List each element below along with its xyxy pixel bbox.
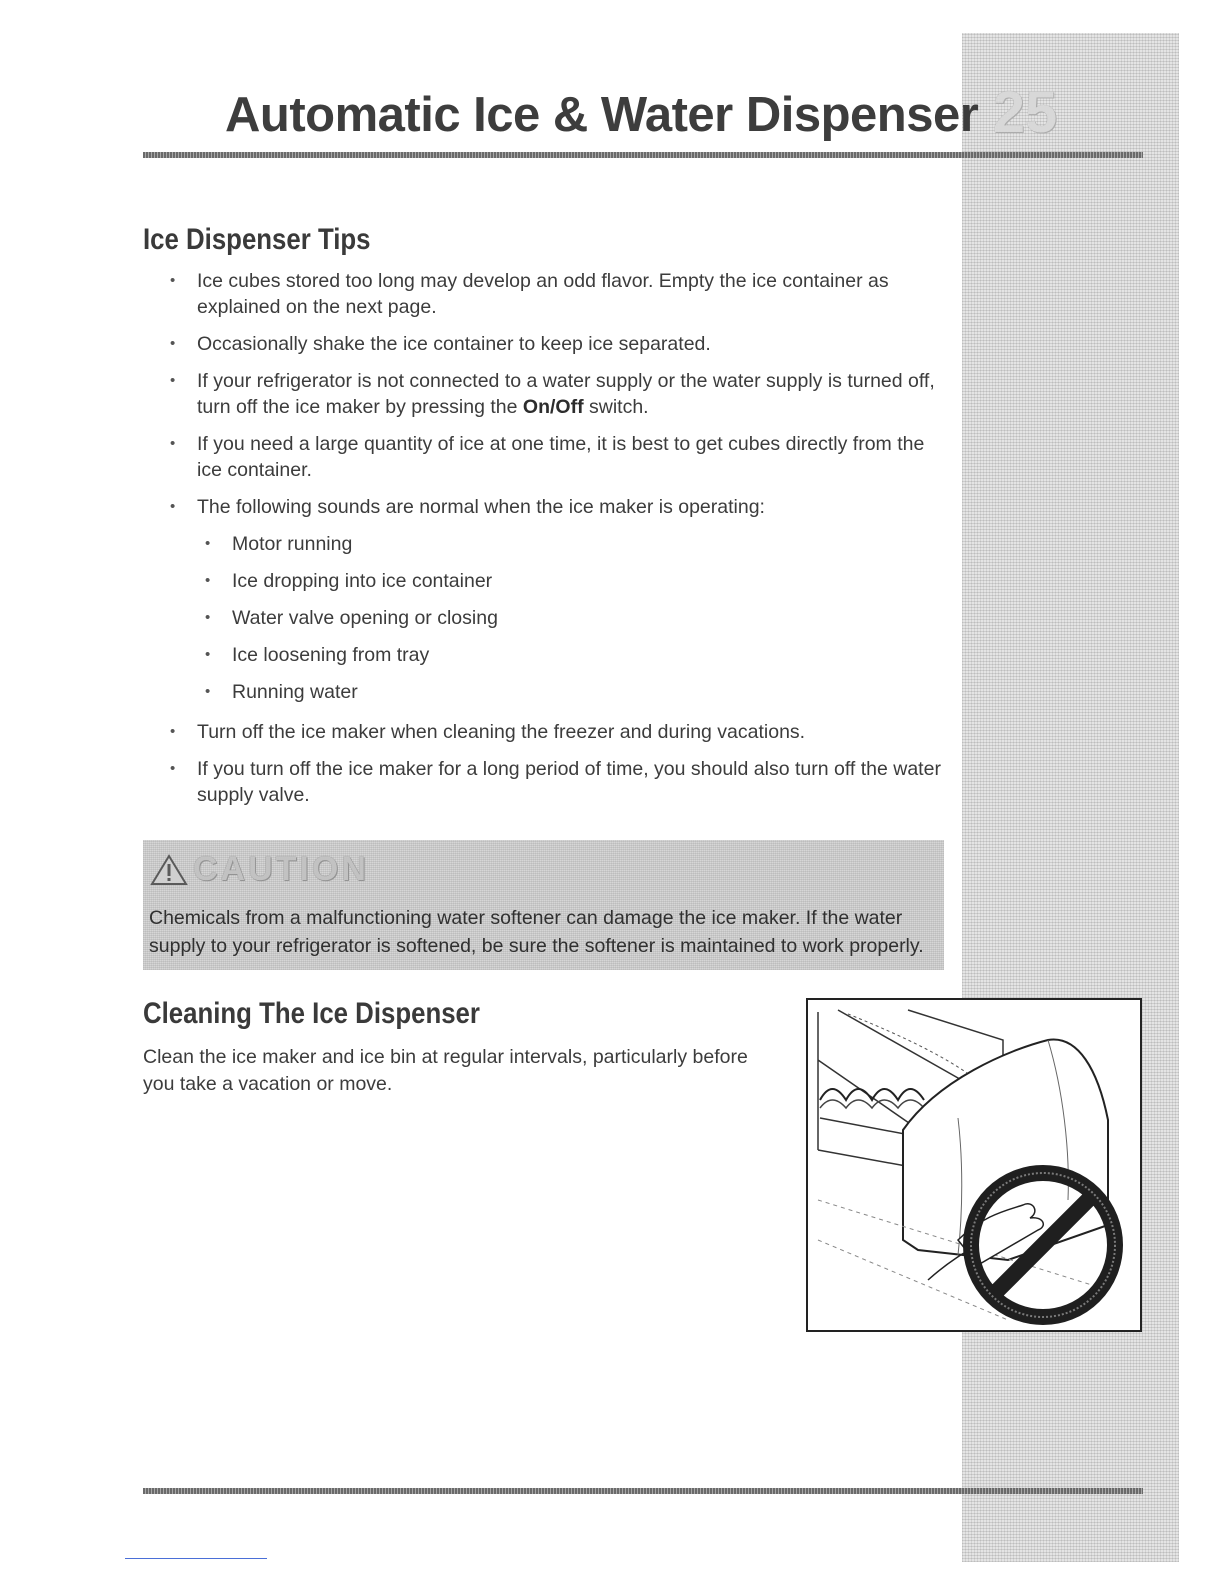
sounds-intro: The following sounds are normal when the ice maker is operating: — [197, 496, 765, 518]
section-heading-tips: Ice Dispenser Tips — [143, 223, 371, 256]
sounds-list — [197, 531, 950, 705]
sound-item: • Ice dropping into ice container — [197, 568, 950, 594]
tips-list — [170, 268, 950, 819]
list-item: • If you need a large quantity of ice at one time, it is best to get cubes directly from the ice container. — [170, 431, 950, 483]
section-heading-cleaning: Cleaning The Ice Dispenser — [143, 997, 480, 1030]
list-item — [170, 494, 950, 705]
caution-header — [149, 850, 369, 889]
list-item: • Occasionally shake the ice container to keep ice separated. — [170, 331, 950, 357]
tip-text: switch. — [583, 396, 649, 418]
sound-item: • Ice loosening from tray — [197, 642, 950, 668]
footer-rule — [143, 1488, 1143, 1494]
cleaning-text: Clean the ice maker and ice bin at regular intervals, particularly before you take a vacation or move. — [143, 1046, 748, 1095]
sound-item: • Running water — [197, 679, 950, 705]
caution-text: Chemicals from a malfunctioning water softener can damage the ice maker. If the water supply to your refrigerator is softened, be sure the softener is maintained to work properly. — [149, 907, 924, 957]
sound-item: • Water valve opening or closing — [197, 605, 950, 631]
list-item — [170, 368, 950, 420]
tip-text: If your refrigerator is not connected to a water supply or the water supply is turned off, turn off the ice maker by pressing the — [197, 370, 935, 418]
page-number: 25 — [992, 80, 1058, 145]
ice-maker-illustration — [806, 998, 1142, 1332]
header-rule — [143, 152, 1143, 158]
list-item: • Turn off the ice maker when cleaning the freezer and during vacations. — [170, 719, 950, 745]
sound-item: • Motor running — [197, 531, 950, 557]
page-title: Automatic Ice & Water Dispenser — [225, 88, 979, 142]
onoff-switch-label: On/Off — [522, 396, 584, 418]
ice-maker-drawing — [808, 1000, 1140, 1330]
caution-label: CAUTION — [193, 850, 369, 888]
list-item: • Ice cubes stored too long may develop an odd flavor. Empty the ice container as explained on the next page. — [170, 268, 950, 320]
caution-box — [143, 840, 944, 970]
warning-triangle-icon — [149, 853, 189, 887]
list-item: • If you turn off the ice maker for a long period of time, you should also turn off the water supply valve. — [170, 756, 950, 808]
footer-link-underline — [125, 1558, 267, 1559]
